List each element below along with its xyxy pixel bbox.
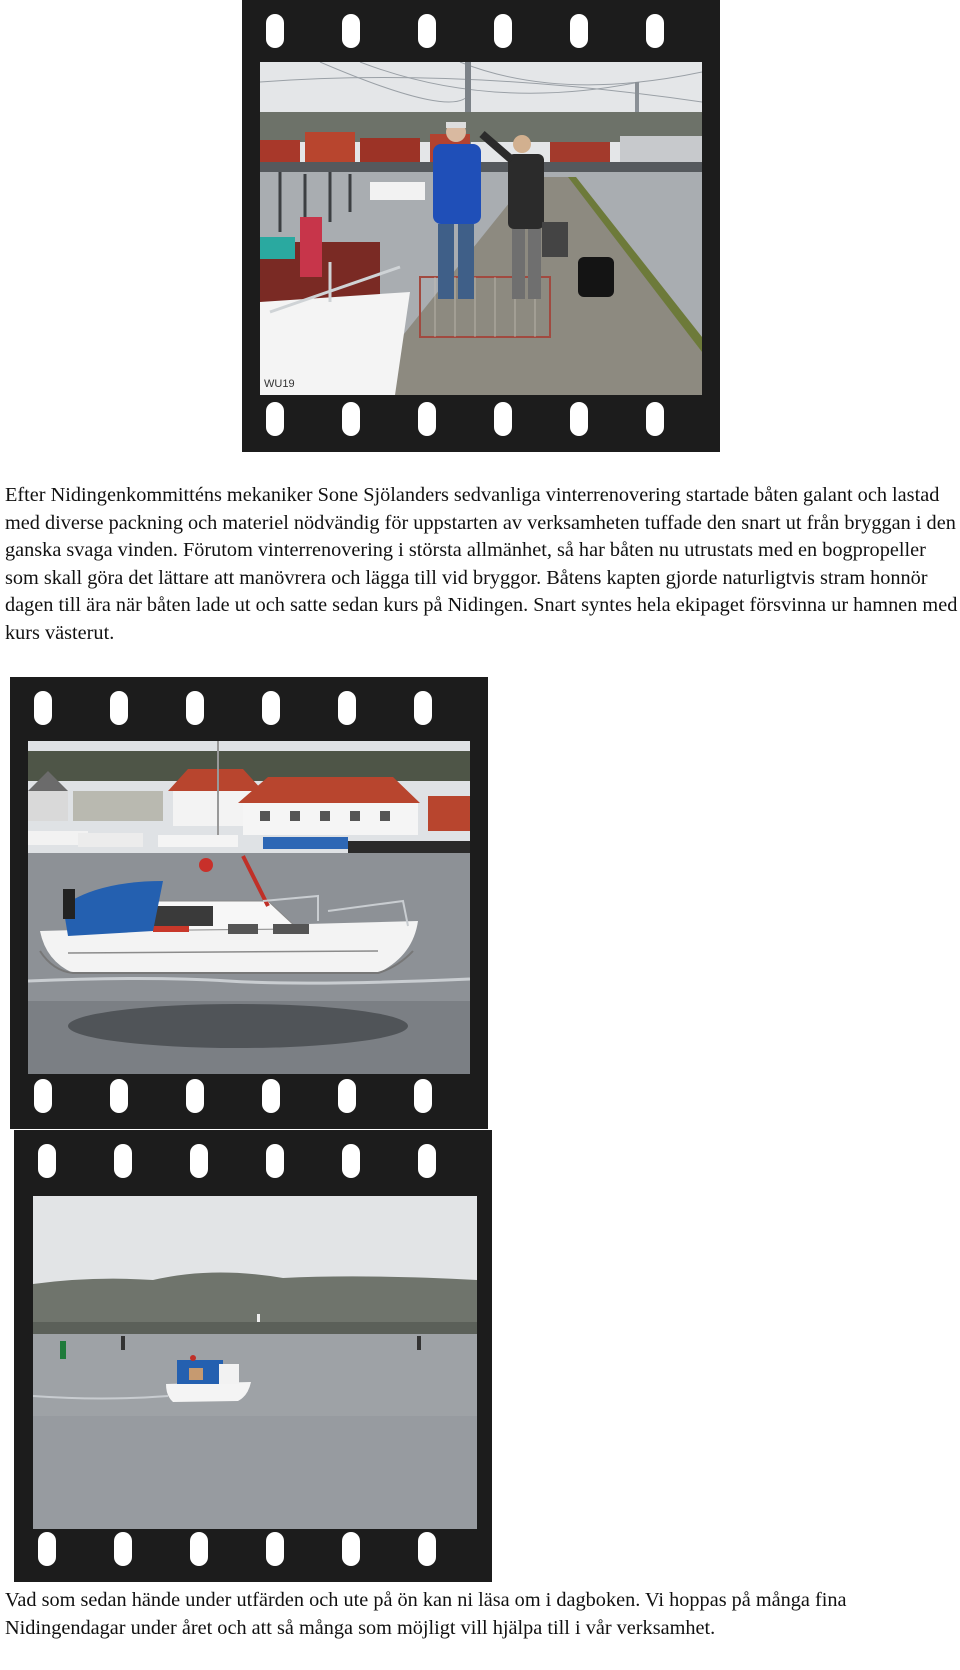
photo-pier [260,62,702,395]
sprocket-row-top [14,1130,492,1194]
sprocket-row-bottom [242,388,720,452]
film-frame-2 [10,677,488,1129]
blue-jacket [433,144,481,224]
article-paragraph-2: Vad som sedan hände under utfärden och ute på ön kan ni läsa om i dagboken. Vi hoppas på många fina Nidingendagar under året och att så många som möjligt vill hjälpa till i vår verksamhet. [5,1589,847,1639]
boat-hull-text: WU19 [264,378,295,390]
film-frame-3 [14,1130,492,1582]
sprocket-row-top [10,677,488,741]
article-paragraph-1: Efter Nidingenkommitténs mekaniker Sone Sjölanders sedvanliga vinterrenovering startade båten galant och lastad med diverse packning och materiel nödvändig för uppstarten av verksamheten tuffade den snart ut från bryggan i den ganska svaga vinden. Förutom vinterrenovering i största allmänhet, så har båten nu utrustats med en bogpropeller som skall göra det lättare att manövrera och lägga till vid bryggor. Båtens kapten gjorde naturligtvis stram honnör dagen till ära när båten lade ut och satte sedan kurs på Nidingen. Snart syntes hela ekipaget försvinna ur hamnen med kurs västerut. [5,484,958,644]
sprocket-row-bottom [10,1065,488,1129]
sprocket-row-bottom [14,1518,492,1582]
photo-boat-sea [33,1196,477,1529]
photo-boat-harbor [28,741,470,1074]
sprocket-row-top [242,0,720,64]
film-frame-1 [242,0,720,452]
